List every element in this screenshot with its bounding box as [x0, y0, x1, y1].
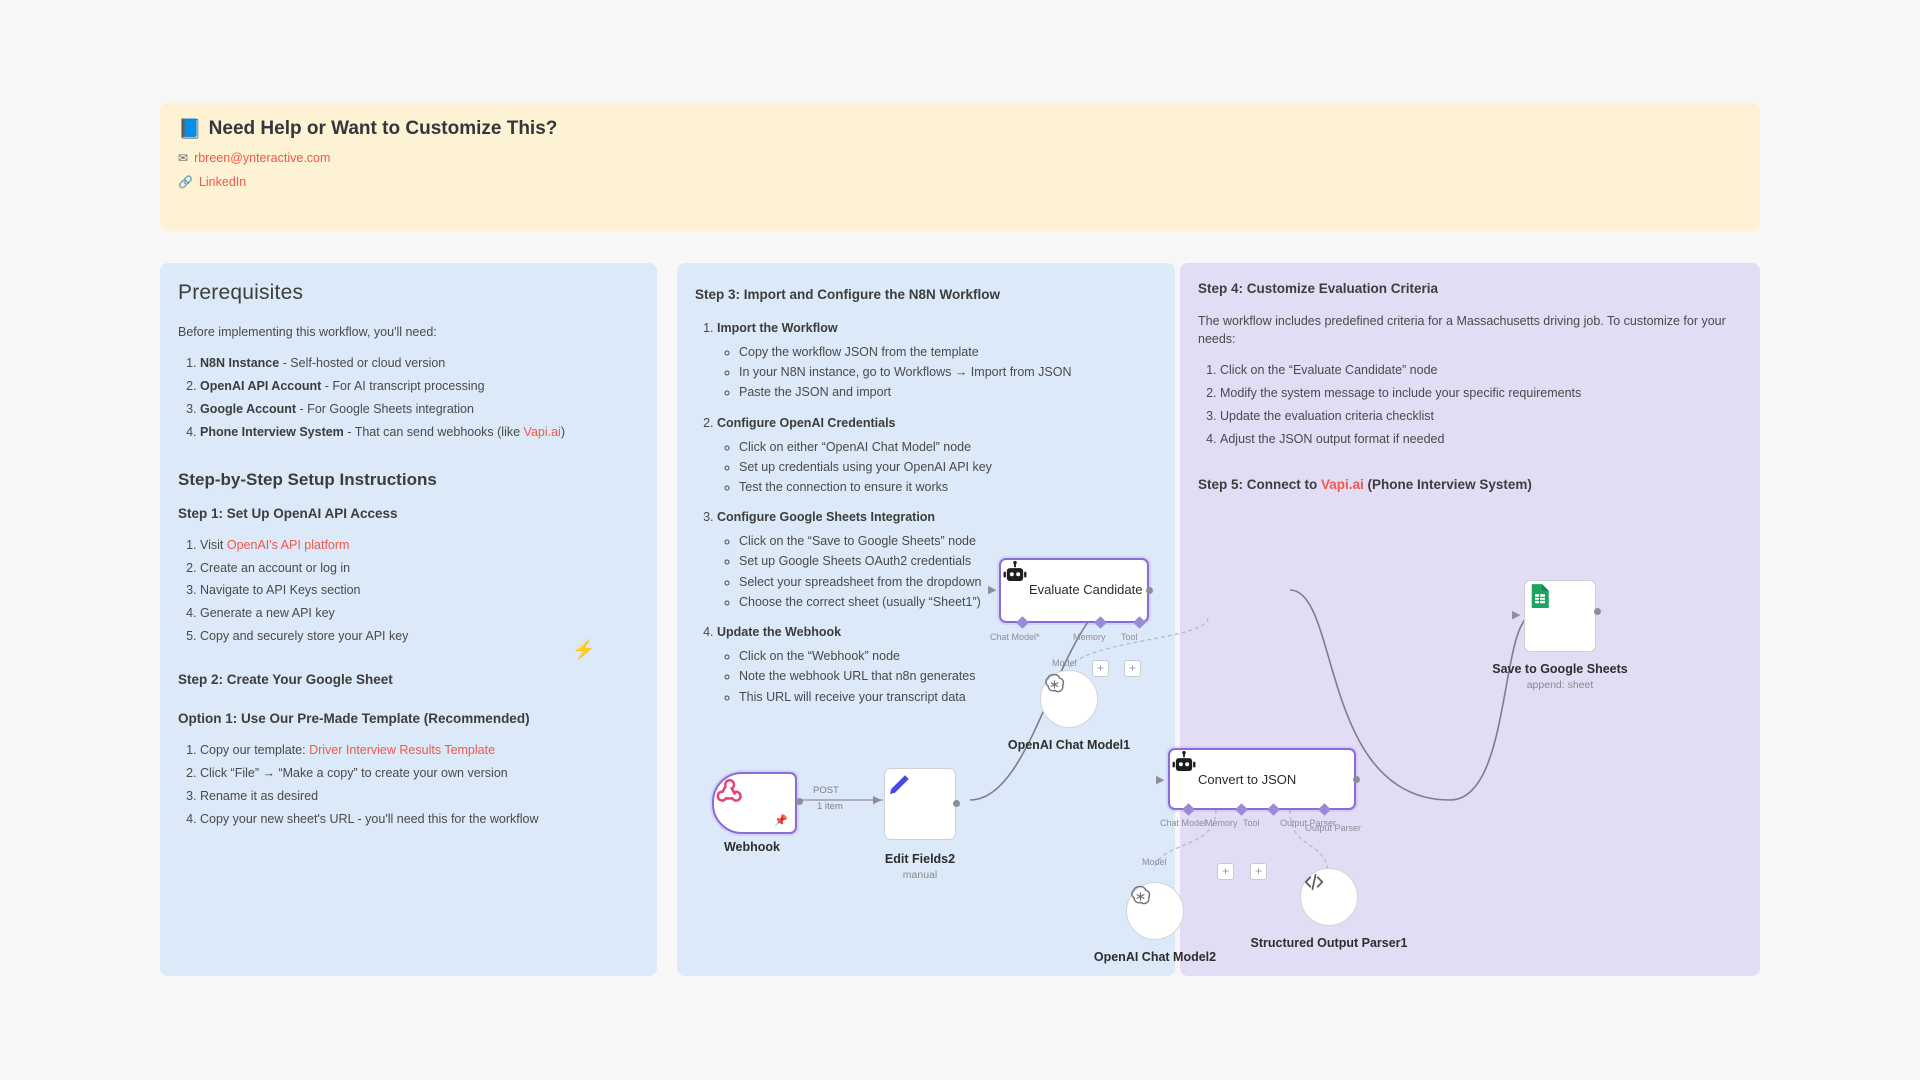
connection-label-post: POST [813, 785, 839, 796]
prerequisites-intro: Before implementing this workflow, you'll need: [178, 325, 437, 339]
prerequisites-panel [160, 263, 657, 976]
list-item: 5. Copy and securely store your API key [200, 626, 647, 648]
port-label-output-parser-2: Output Parser [1305, 823, 1362, 833]
list-item: ◦ Select your spreadsheet from the dropdown [739, 572, 1165, 592]
list-item: 1. N8N Instance - Self-hosted or cloud version [200, 353, 647, 375]
node-edit-fields2[interactable] [884, 768, 956, 840]
step4-intro: The workflow includes predefined criteria for a Massachusetts driving job. To customize for your needs: [1198, 314, 1726, 347]
port-label-model: Model [1052, 658, 1077, 668]
list-item: 4. Phone Interview System - That can send webhooks (like Vapi.ai) [200, 422, 647, 444]
node-label-webhook: Webhook [723, 840, 781, 854]
node-sublabel-edit-fields2: manual [902, 869, 938, 881]
list-item: 3. Configure Google Sheets Integration ◦ Click on the “Save to Google Sheets” node ◦ Set up Google Sheets OAuth2 credentials ◦ Select your spreadsheet from the dropdown ◦ Choose the correct sheet (usually “Sheet1”) [717, 507, 1165, 612]
node-openai-chat-model1[interactable] [1040, 670, 1098, 728]
list-item: 3. Update the evaluation criteria checklist [1220, 406, 1750, 428]
port-label-chat-model-2: Chat Model [1160, 818, 1207, 828]
node-sublabel-save-to-google-sheets: append: sheet [1526, 679, 1594, 691]
list-item: ◦ Click on the “Webhook” node [739, 646, 1165, 666]
evaluate-candidate-input-port[interactable]: ▶ [988, 584, 997, 596]
node-webhook[interactable] [712, 772, 797, 834]
port-label-memory-2: Memory [1205, 818, 1238, 828]
list-item: 3. Rename it as desired [200, 786, 647, 808]
list-item: ◦ Paste the JSON and import [739, 382, 1165, 402]
list-item: ◦ In your N8N instance, go to Workflows → Import from JSON [739, 362, 1165, 382]
webhook-output-port[interactable] [796, 798, 803, 805]
convert-to-json-output-port[interactable] [1353, 776, 1360, 783]
node-convert-to-json[interactable] [1168, 748, 1356, 810]
connection-label-items: 1 item [817, 801, 843, 812]
trigger-bolt-icon: ⚡ [572, 640, 596, 661]
list-item: 4. Adjust the JSON output format if needed [1220, 429, 1750, 451]
list-item: 3. Navigate to API Keys section [200, 580, 647, 602]
openai-icon [1041, 671, 1068, 698]
help-linkedin-row [178, 175, 1742, 189]
google-sheets-input-port[interactable]: ▶ [1512, 609, 1521, 621]
edit-fields-output-port[interactable] [953, 800, 960, 807]
list-item: ◦ Set up credentials using your OpenAI API key [739, 457, 1165, 477]
list-item: 4. Copy your new sheet's URL - you'll need this for the workflow [200, 809, 647, 831]
port-label-memory: Memory [1073, 632, 1106, 642]
prerequisites-list [170, 353, 647, 444]
setup-instructions-heading: Step-by-Step Setup Instructions [178, 469, 437, 489]
book-icon: 📘 [178, 119, 202, 140]
list-item: 2. Create an account or log in [200, 558, 647, 580]
prerequisites-heading: Prerequisites [178, 281, 304, 304]
help-banner [160, 103, 1760, 231]
option1-list [170, 740, 647, 831]
node-structured-output-parser1[interactable] [1300, 868, 1358, 926]
openai-platform-link[interactable]: OpenAI's API platform [226, 537, 350, 552]
list-item: 1. Visit OpenAI's API platform [200, 535, 647, 557]
sub-list [717, 437, 1165, 498]
step5-title: Step 5: Connect to Vapi.ai (Phone Interview System) [1198, 476, 1532, 492]
convert-to-json-input-port[interactable]: ▶ [1156, 774, 1165, 786]
step1-title: Step 1: Set Up OpenAI API Access [178, 505, 398, 521]
list-item: ◦ Note the webhook URL that n8n generates [739, 666, 1165, 686]
help-banner-title: 📘 Need Help or Want to Customize This? [178, 118, 558, 140]
robot-icon [1170, 750, 1198, 778]
help-linkedin-link[interactable]: LinkedIn [198, 175, 247, 189]
port-label-output-parser: Output Parser [1280, 818, 1337, 828]
list-item: 2. OpenAI API Account - For AI transcript processing [200, 376, 647, 398]
add-memory-button[interactable]: + [1092, 660, 1109, 677]
list-item: 1. Click on the “Evaluate Candidate” node [1220, 360, 1750, 382]
list-item: ◦ Click on either “OpenAI Chat Model” node [739, 437, 1165, 457]
port-label-tool-2: Tool [1243, 818, 1260, 828]
port-label-chat-model: Chat Model* [990, 632, 1040, 642]
workflow-canvas[interactable] [572, 520, 1920, 990]
step1-list [170, 535, 647, 648]
list-item: 4. Generate a new API key [200, 603, 647, 625]
option1-title: Option 1: Use Our Pre-Made Template (Recommended) [178, 711, 530, 726]
google-sheets-icon [1525, 581, 1555, 611]
sub-list [717, 342, 1165, 403]
node-label-save-to-google-sheets: Save to Google Sheets [1492, 662, 1628, 676]
node-title-convert-to-json: Convert to JSON [1198, 771, 1297, 787]
node-openai-chat-model2[interactable] [1126, 882, 1184, 940]
port-label-model-2: Model [1142, 857, 1167, 867]
robot-icon [1001, 560, 1029, 588]
vapi-link[interactable]: Vapi.ai [523, 424, 561, 439]
webhook-icon [714, 774, 744, 804]
list-item: 4. Update the Webhook ◦ Click on the “Webhook” node ◦ Note the webhook URL that n8n generates ◦ This URL will receive your transcript data [717, 622, 1165, 707]
step2-title: Step 2: Create Your Google Sheet [178, 672, 393, 687]
link-icon: 🔗 [178, 175, 193, 189]
list-item: 2. Modify the system message to include your specific requirements [1220, 383, 1750, 405]
node-title-evaluate-candidate: Evaluate Candidate [1029, 582, 1143, 598]
list-item: 2. Configure OpenAI Credentials ◦ Click on either “OpenAI Chat Model” node ◦ Set up credentials using your OpenAI API key ◦ Test the connection to ensure it works [717, 413, 1165, 498]
node-save-to-google-sheets[interactable] [1524, 580, 1596, 652]
code-icon [1301, 869, 1327, 895]
step4-title: Step 4: Customize Evaluation Criteria [1198, 281, 1439, 296]
add-memory-button-2[interactable]: + [1217, 863, 1234, 880]
openai-icon [1127, 883, 1154, 910]
list-item: 1. Import the Workflow ◦ Copy the workflow JSON from the template ◦ In your N8N instance, go to Workflows → Import from JSON ◦ Paste the JSON and import [717, 318, 1165, 403]
list-item: ◦ Copy the workflow JSON from the template [739, 342, 1165, 362]
pencil-icon [885, 769, 915, 799]
list-item: ◦ Choose the correct sheet (usually “Sheet1”) [739, 592, 1165, 612]
node-label-edit-fields2: Edit Fields2 [884, 852, 956, 866]
vapi-link-step5[interactable]: Vapi.ai [1321, 476, 1364, 492]
list-item: 3. Google Account - For Google Sheets integration [200, 399, 647, 421]
list-item: 1. Copy our template: Driver Interview Results Template [200, 740, 647, 762]
email-icon: ✉ [178, 151, 189, 165]
node-evaluate-candidate[interactable] [999, 558, 1149, 623]
google-sheets-output-port[interactable] [1594, 608, 1601, 615]
evaluate-candidate-output-port[interactable] [1146, 587, 1153, 594]
port-label-tool: Tool [1121, 632, 1138, 642]
help-email-link[interactable]: rbreen@ynteractive.com [194, 151, 331, 165]
template-link[interactable]: Driver Interview Results Template [309, 743, 496, 757]
step4-list [1190, 360, 1750, 451]
step3-title: Step 3: Import and Configure the N8N Workflow [695, 287, 1001, 302]
edit-fields-input-port[interactable]: ▶ [873, 794, 882, 806]
node-label-openai-chat-model2: OpenAI Chat Model2 [1093, 950, 1217, 964]
list-item: ◦ This URL will receive your transcript data [739, 687, 1165, 707]
node-label-openai-chat-model1: OpenAI Chat Model1 [1007, 738, 1131, 752]
list-item: ◦ Set up Google Sheets OAuth2 credentials [739, 551, 1165, 571]
add-tool-button-2[interactable]: + [1250, 863, 1267, 880]
list-item: ◦ Test the connection to ensure it works [739, 477, 1165, 497]
pin-icon: 📌 [774, 815, 788, 827]
node-label-structured-output-parser1: Structured Output Parser1 [1250, 936, 1408, 950]
add-tool-button[interactable]: + [1124, 660, 1141, 677]
help-email-row [178, 151, 1742, 165]
list-item: 2. Click “File” → “Make a copy” to create your own version [200, 763, 647, 785]
list-item: ◦ Click on the “Save to Google Sheets” node [739, 531, 1165, 551]
